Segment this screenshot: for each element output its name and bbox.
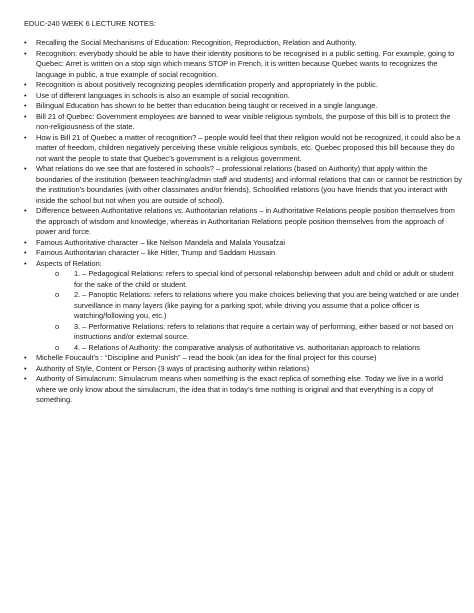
aspects-heading: Aspects of Relation:	[36, 258, 102, 268]
document-page	[24, 19, 464, 406]
note-bullet: • Famous Authoritative character – like Nelson Mandela and Malala Yousafzai	[24, 238, 464, 249]
note-bullet: • Bilingual Education has shown to be better than education being taught or received in a single language.	[24, 101, 464, 112]
aspect-item: o 1. – Pedagogical Relations: refers to special kind of personal relationship between adult and child or adult or student for the sake of the child or student.	[36, 269, 464, 290]
notes-list	[24, 38, 464, 406]
note-bullet: • How is Bill 21 of Quebec a matter of recognition? – people would feel that their religion would not be recognized, it could also be a matter of freedom, children negatively perceiving these visible religious symbols, etc. Quebec proposed this bill because they do not want the people to state that Quebec’s government is a religious government.	[24, 133, 464, 165]
aspect-item: o 3. – Performative Relations: refers to relations that require a certain way of performing, either based or not based on instructions and/or external source.	[36, 322, 464, 343]
note-bullet: • Bill 21 of Quebec: Government employees are banned to wear visible religious symbols, the purpose of this bill is to protect the non-religiousness of the state.	[24, 112, 464, 133]
aspect-item: o 2. – Panoptic Relations: refers to relations where you make choices believing that you are being watched or are under surveillance in many layers (like paying for a parking spot, while driving you assume that a police officer is watching/following you, etc.)	[36, 290, 464, 322]
note-bullet: • What relations do we see that are fostered in schools? – professional relations (based on Authority) that apply within the boundaries of the institution (between teaching/admin staff and students) and informal relations that can or cannot be restriction by the institution’s boundaries (with other classmates and/or friends), Schoolified relations (you have friends that you interact with inside the school but not when you are outside of school).	[24, 164, 464, 206]
note-bullet: • Recognition: everybody should be able to have their identity positions to be recognised in a public setting. For example, going to Quebec: Arret is written on a stop sign which means STOP in French, it is written because Quebec wants to recognizes the language in public, a true example of social recognition.	[24, 49, 464, 81]
note-bullet-aspects-heading	[24, 259, 464, 354]
aspects-sublist	[36, 269, 464, 353]
note-bullet: • Difference between Authoritative relations vs. Authoritarian relations – in Authoritative Relations people position themselves from the approach of wisdom and knowledge, whereas in Authoritarian Relations people position themselves from the approach of power and force.	[24, 206, 464, 238]
note-bullet: • Recalling the Social Mechanisms of Education: Recognition, Reproduction, Relation and Authority.	[24, 38, 464, 49]
note-bullet: • Authority of Simulacrum: Simulacrum means when something is the exact replica of something else. Today we live in a world where we only know about the simulacrum, the idea that in today’s time nothing is original and that everything is a copy of something.	[24, 374, 464, 406]
note-bullet: • Authority of Style, Content or Person (3 ways of practising authority within relations)	[24, 364, 464, 375]
note-bullet: • Recognition is about positively recognizing peoples identification properly and appropriately in the public.	[24, 80, 464, 91]
document-title: EDUC-240 WEEK 6 LECTURE NOTES:	[24, 19, 156, 28]
note-bullet: • Famous Authoritarian character – like Hitler, Trump and Saddam Hussain	[24, 248, 464, 259]
note-bullet: • Michelle Foucault’s : “Discipline and Punish” – read the book (an idea for the final project for this course)	[24, 353, 464, 364]
note-bullet: • Use of different languages in schools is also an example of social recognition.	[24, 91, 464, 102]
aspect-item: o 4. – Relations of Authority: the comparative analysis of authoritative vs. authoritarian approach to relations	[36, 343, 464, 354]
